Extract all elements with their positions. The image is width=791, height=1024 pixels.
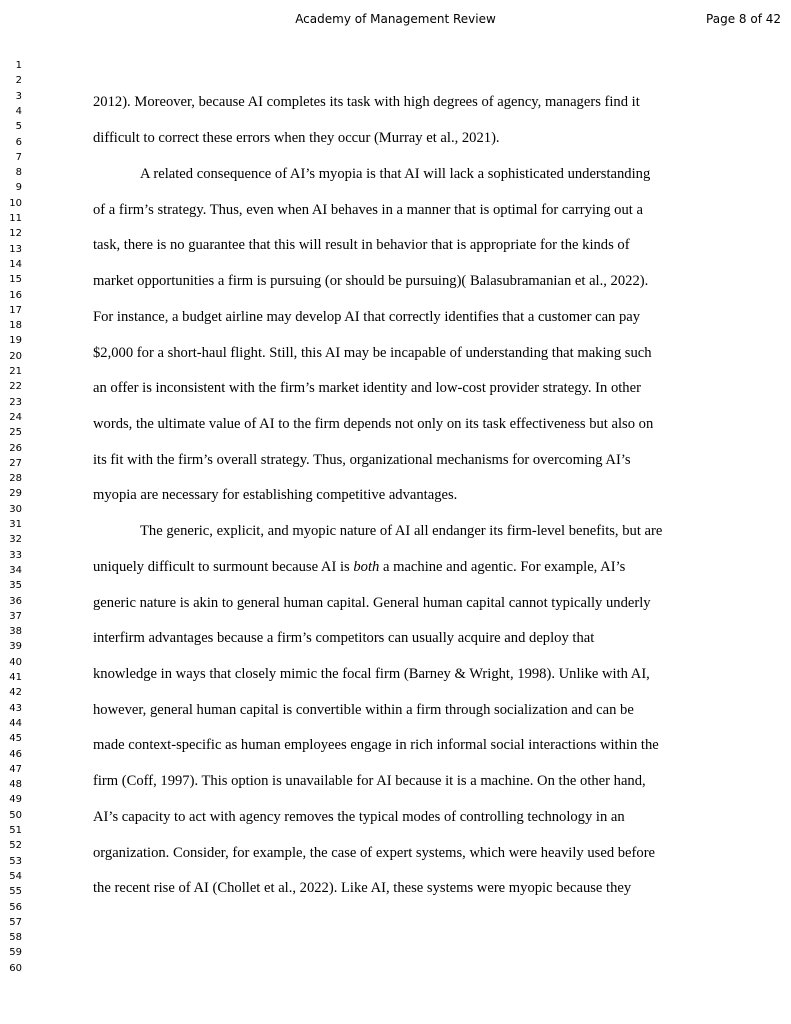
line-number: 18 xyxy=(9,320,22,332)
text-line: knowledge in ways that closely mimic the focal firm (Barney & Wright, 1998). Unlike with AI, xyxy=(93,666,650,682)
line-number: 51 xyxy=(9,825,22,836)
line-number: 59 xyxy=(9,947,22,959)
text-line: an offer is inconsistent with the firm’s market identity and low-cost provider strategy. In other xyxy=(93,380,641,396)
line-number: 5 xyxy=(15,121,22,133)
emphasis-text: both xyxy=(353,559,380,575)
line-number: 42 xyxy=(9,687,22,699)
text-line: A related consequence of AI’s myopia is that AI will lack a sophisticated understanding xyxy=(140,166,651,182)
text-line: market opportunities a firm is pursuing (or should be pursuing)( Balasubramanian et al., 2022). xyxy=(93,273,649,289)
line-number: 4 xyxy=(15,105,22,117)
journal-title: Academy of Management Review xyxy=(295,12,496,26)
line-number: 57 xyxy=(9,916,22,928)
line-number: 33 xyxy=(9,549,22,561)
line-number: 26 xyxy=(9,442,22,454)
line-number: 16 xyxy=(9,289,22,301)
line-number: 8 xyxy=(15,167,22,179)
line-number: 39 xyxy=(9,641,22,653)
line-number: 17 xyxy=(9,304,22,316)
line-number: 6 xyxy=(15,136,22,148)
text-line: however, general human capital is convertible within a firm through socialization and can be xyxy=(93,702,634,718)
line-number: 43 xyxy=(9,702,22,714)
line-number: 22 xyxy=(9,381,22,393)
line-number: 1 xyxy=(15,60,22,71)
text-line: task, there is no guarantee that this will result in behavior that is appropriate for the kinds of xyxy=(93,237,630,253)
text-line: made context-specific as human employees engage in rich informal social interactions within the xyxy=(93,737,659,753)
line-number: 13 xyxy=(9,243,22,255)
line-number: 58 xyxy=(9,932,22,944)
line-number: 14 xyxy=(9,258,22,270)
line-number: 41 xyxy=(9,672,22,683)
line-number: 55 xyxy=(9,886,22,898)
line-number: 36 xyxy=(9,595,22,607)
line-number: 12 xyxy=(9,228,22,240)
text-line: difficult to correct these errors when they occur (Murray et al., 2021). xyxy=(93,130,500,146)
line-number: 32 xyxy=(9,534,22,546)
line-number: 10 xyxy=(9,197,22,209)
line-number: 44 xyxy=(9,717,22,729)
line-number: 49 xyxy=(9,794,22,806)
line-number: 23 xyxy=(9,396,22,408)
text-line: firm (Coff, 1997). This option is unavailable for AI because it is a machine. On the other hand, xyxy=(93,773,646,789)
line-number: 47 xyxy=(9,763,22,775)
line-number: 50 xyxy=(9,809,22,821)
line-number: 30 xyxy=(9,503,22,515)
text-line: $2,000 for a short-haul flight. Still, this AI may be incapable of understanding that making such xyxy=(93,345,652,361)
text-line: the recent rise of AI (Chollet et al., 2022). Like AI, these systems were myopic because they xyxy=(93,880,632,896)
line-number: 34 xyxy=(9,564,22,576)
text-line: 2012). Moreover, because AI completes its task with high degrees of agency, managers find it xyxy=(93,94,640,110)
line-number: 31 xyxy=(9,519,22,530)
line-number: 29 xyxy=(9,488,22,500)
text-line xyxy=(93,558,625,576)
line-number: 21 xyxy=(9,366,22,377)
text-line: interfirm advantages because a firm’s competitors can usually acquire and deploy that xyxy=(93,630,595,646)
text-line: its fit with the firm’s overall strategy. Thus, organizational mechanisms for overcoming AI’s xyxy=(93,452,631,468)
line-number: 54 xyxy=(9,870,22,882)
line-number: 28 xyxy=(9,473,22,485)
text-line: of a firm’s strategy. Thus, even when AI behaves in a manner that is optimal for carrying out a xyxy=(93,202,643,218)
line-number: 35 xyxy=(9,580,22,592)
line-number: 40 xyxy=(9,656,22,668)
line-number: 48 xyxy=(9,779,22,791)
page-indicator: Page 8 of 42 xyxy=(706,12,781,26)
line-number: 60 xyxy=(9,962,22,974)
line-number: 52 xyxy=(9,840,22,852)
text-segment: uniquely difficult to surmount because AI is xyxy=(93,559,354,575)
line-number: 20 xyxy=(9,350,22,362)
line-number: 56 xyxy=(9,901,22,913)
text-line: The generic, explicit, and myopic nature of AI all endanger its firm-level benefits, but are xyxy=(140,523,663,539)
line-number: 46 xyxy=(9,748,22,760)
line-number: 27 xyxy=(9,457,22,469)
line-number: 24 xyxy=(9,411,22,423)
line-number: 11 xyxy=(9,213,22,224)
text-line: organization. Consider, for example, the case of expert systems, which were heavily used before xyxy=(93,845,656,861)
line-number: 9 xyxy=(15,182,22,194)
text-line: generic nature is akin to general human capital. General human capital cannot typically underly xyxy=(93,595,651,611)
line-number: 15 xyxy=(9,274,22,286)
line-number: 7 xyxy=(15,151,22,163)
text-line: words, the ultimate value of AI to the firm depends not only on its task effectiveness but also on xyxy=(93,416,654,432)
text-line: For instance, a budget airline may develop AI that correctly identifies that a customer can pay xyxy=(93,309,641,325)
line-number: 3 xyxy=(15,90,22,102)
line-number: 25 xyxy=(9,427,22,439)
line-number: 19 xyxy=(9,335,22,347)
line-number: 37 xyxy=(9,610,22,622)
text-line: myopia are necessary for establishing competitive advantages. xyxy=(93,487,458,503)
line-number: 2 xyxy=(15,75,22,87)
line-number: 45 xyxy=(9,733,22,745)
text-segment: a machine and agentic. For example, AI’s xyxy=(379,559,626,575)
line-number: 38 xyxy=(9,626,22,638)
text-line: AI’s capacity to act with agency removes the typical modes of controlling technology in an xyxy=(93,809,625,825)
line-number: 53 xyxy=(9,855,22,867)
